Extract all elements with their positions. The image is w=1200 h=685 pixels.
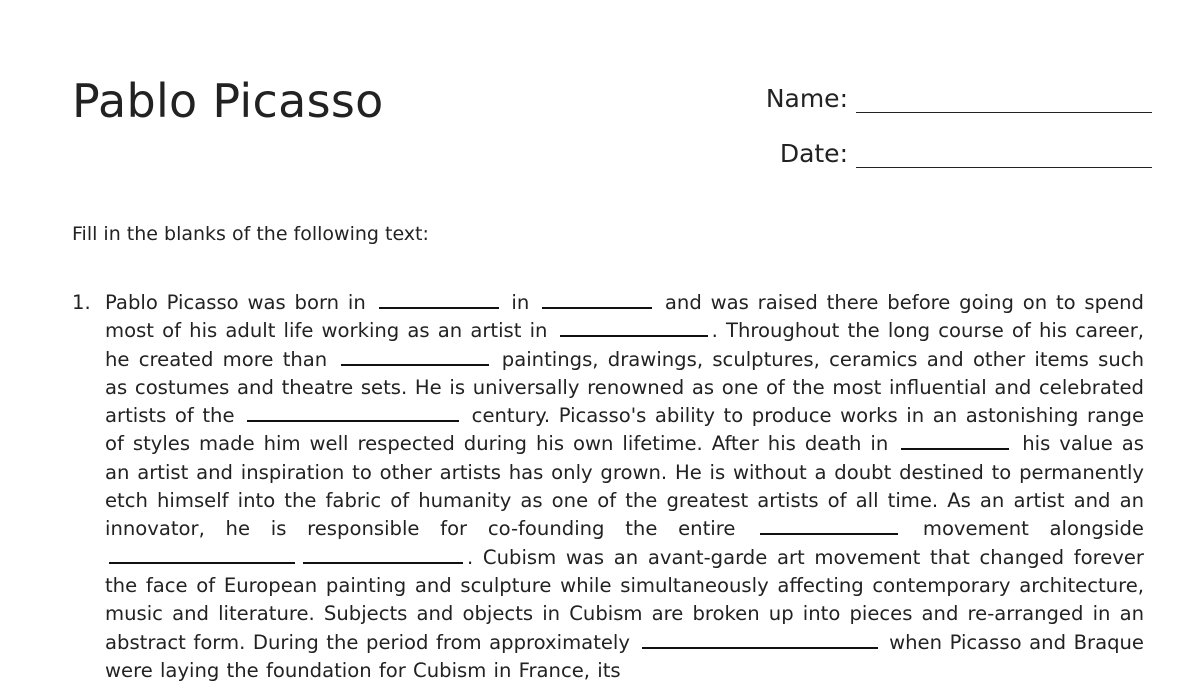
blank-work-country[interactable] <box>560 317 708 337</box>
text-segment: paintings, drawings, sculptures, ceramics and other items such as costumes and theatre sets. He is universally renowned as one of the most influential and celebrated artists of the <box>105 347 1144 428</box>
date-label: Date: <box>779 139 848 168</box>
blank-birth-city[interactable] <box>379 289 499 309</box>
name-label: Name: <box>765 84 848 113</box>
name-field-row <box>700 82 1152 113</box>
page-title: Pablo Picasso <box>72 74 384 128</box>
text-segment: century. Picasso's ability to produce works in an astonishing range of styles made him well respected during his own lifetime. After his death in <box>105 404 1145 456</box>
text-segment: movement alongside <box>902 517 1144 541</box>
blank-works-count[interactable] <box>341 346 489 366</box>
text-segment: . Cubism was an avant-garde art movement that changed forever the face of European painting and sculpture while simultaneously affecting contemporary architecture, music and literature. Subjects and objects in Cubism are broken up into pieces and re-arranged in an abstract form. During the period from approximately <box>105 545 1144 654</box>
text-segment: when Picasso and Braque were laying the foundation for Cubism in France, its <box>105 630 1144 682</box>
blank-period[interactable] <box>642 629 878 649</box>
text-segment: in <box>502 291 539 314</box>
blank-cofounder-first[interactable] <box>109 544 295 564</box>
blank-century[interactable] <box>247 402 459 422</box>
text-segment: his value as an artist and inspiration to other artists has only grown. He is without a doubt destined to permanently etch himself into the fabric of humanity as one of the greatest artists of all time. As an artist and an innovator, he is responsible for co-founding the entire <box>105 432 1144 541</box>
blank-death-year[interactable] <box>901 430 1009 450</box>
instructions: Fill in the blanks of the following text: <box>72 223 429 245</box>
text-segment: and was raised there before going on to spend most of his adult life working as an artist in <box>105 291 1144 343</box>
blank-movement[interactable] <box>760 515 898 535</box>
name-blank-line[interactable] <box>856 82 1152 113</box>
blank-birth-country[interactable] <box>542 289 652 309</box>
question-text <box>105 289 1144 685</box>
question-number: 1. <box>72 291 91 314</box>
blank-cofounder-last[interactable] <box>303 544 463 564</box>
date-blank-line[interactable] <box>856 137 1152 168</box>
question-1 <box>72 289 1144 685</box>
text-segment: . Throughout the long course of his career, he created more than <box>105 319 1144 371</box>
text-segment: Pablo Picasso was born in <box>105 291 375 314</box>
date-field-row <box>700 137 1152 168</box>
